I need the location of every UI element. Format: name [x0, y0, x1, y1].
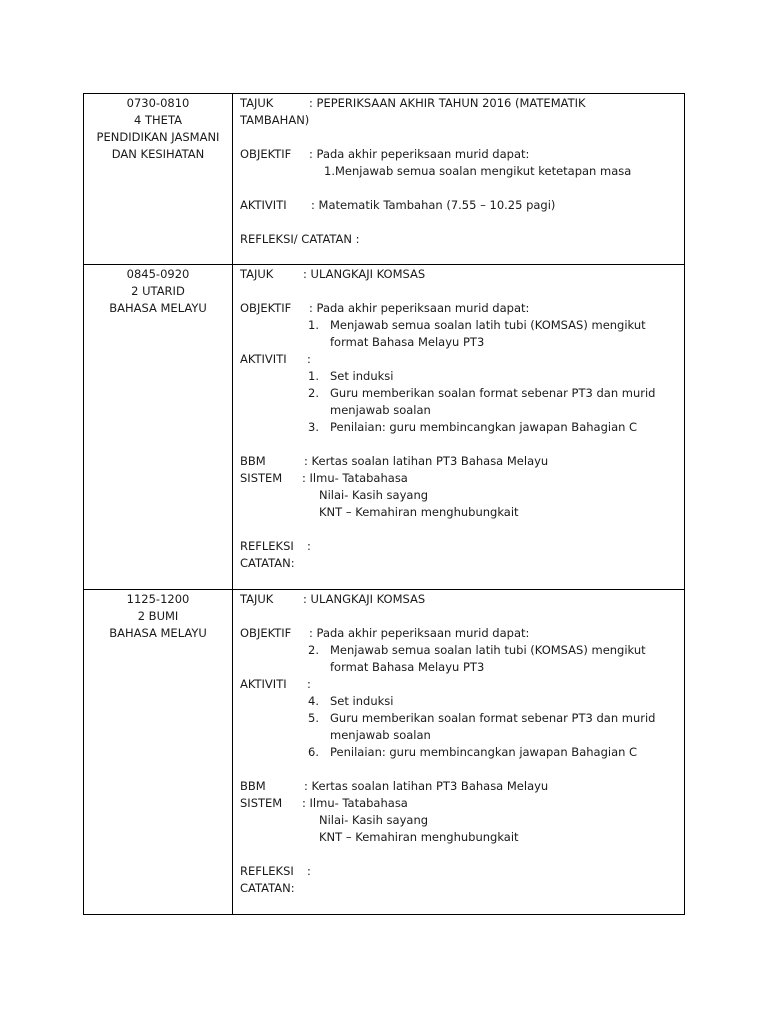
objektif-text: : Pada akhir peperiksaan murid dapat: — [309, 626, 530, 640]
lesson-plan-table — [83, 93, 685, 915]
session-class: 2 BUMI — [137, 609, 179, 623]
session-time: 1125-1200 — [126, 592, 190, 606]
objektif-label: OBJEKTIF — [240, 147, 292, 161]
sistem-knt: KNT – Kemahiran menghubungkait — [319, 830, 519, 844]
aktiviti-colon: : — [307, 677, 311, 691]
objektif-text: : Pada akhir peperiksaan murid dapat: — [309, 301, 530, 315]
objektif-label: OBJEKTIF — [240, 626, 292, 640]
tajuk-label: TAJUK — [240, 96, 274, 110]
tajuk-field — [240, 591, 678, 608]
refleksi-colon: : — [307, 539, 311, 553]
list-item — [308, 419, 678, 436]
table-row — [84, 94, 685, 265]
list-item — [308, 642, 678, 676]
list-item-text: Set induksi — [330, 369, 394, 383]
session-subject: BAHASA MELAYU — [109, 626, 207, 640]
list-item-number: 1. — [308, 318, 319, 332]
tajuk-text-cont: TAMBAHAN) — [240, 113, 310, 127]
aktiviti-label: AKTIVITI — [240, 677, 287, 691]
sistem-field — [240, 795, 678, 812]
sistem-label: SISTEM — [240, 796, 283, 810]
catatan-label: CATATAN: — [240, 881, 295, 895]
tajuk-field — [240, 266, 678, 283]
aktiviti-list — [240, 368, 678, 436]
objektif-item: 1.Menjawab semua soalan mengikut ketetapan masa — [324, 164, 632, 178]
list-item-text: Menjawab semua soalan latih tubi (KOMSAS) mengikut format Bahasa Melayu PT3 — [330, 643, 646, 674]
aktiviti-label: AKTIVITI — [240, 352, 287, 366]
sistem-text: : Ilmu- Tatabahasa — [302, 796, 408, 810]
list-item-number: 1. — [308, 369, 319, 383]
session-time: 0845-0920 — [126, 267, 190, 281]
sistem-nilai: Nilai- Kasih sayang — [319, 813, 429, 827]
tajuk-text: : ULANGKAJI KOMSAS — [303, 592, 426, 606]
list-item-text: Penilaian: guru membincangkan jawapan Bahagian C — [330, 745, 638, 759]
list-item-text: Guru memberikan soalan format sebenar PT3 dan murid menjawab soalan — [330, 386, 656, 417]
session-info-cell — [84, 590, 233, 915]
list-item-number: 2. — [308, 643, 319, 657]
aktiviti-field — [240, 676, 678, 693]
refleksi-field — [240, 538, 678, 555]
refleksi-label: REFLEKSI — [240, 539, 294, 553]
tajuk-text: : PEPERIKSAAN AKHIR TAHUN 2016 (MATEMATIK — [309, 96, 586, 110]
session-subject: BAHASA MELAYU — [109, 301, 207, 315]
objektif-field — [240, 300, 678, 317]
list-item-text: Guru memberikan soalan format sebenar PT3 dan murid menjawab soalan — [330, 711, 656, 742]
aktiviti-text: : Matematik Tambahan (7.55 – 10.25 pagi) — [311, 198, 556, 212]
list-item-text: Set induksi — [330, 694, 394, 708]
aktiviti-list — [240, 693, 678, 761]
aktiviti-field — [240, 197, 678, 214]
session-class: 4 THETA — [134, 113, 182, 127]
list-item-number: 2. — [308, 386, 319, 400]
table-row — [84, 265, 685, 590]
objektif-list — [240, 642, 678, 676]
refleksi-colon: : — [307, 864, 311, 878]
refleksi-catatan: REFLEKSI/ CATATAN : — [240, 232, 360, 246]
aktiviti-field — [240, 351, 678, 368]
refleksi-label: REFLEKSI — [240, 864, 294, 878]
aktiviti-label: AKTIVITI — [240, 198, 287, 212]
bbm-label: BBM — [240, 779, 266, 793]
session-class: 2 UTARID — [131, 284, 185, 298]
bbm-label: BBM — [240, 454, 266, 468]
list-item-number: 6. — [308, 745, 319, 759]
list-item — [308, 744, 678, 761]
list-item — [308, 317, 678, 351]
catatan-label: CATATAN: — [240, 556, 295, 570]
sistem-label: SISTEM — [240, 471, 283, 485]
objektif-label: OBJEKTIF — [240, 301, 292, 315]
list-item — [308, 385, 678, 419]
list-item-text: Penilaian: guru membincangkan jawapan Bahagian C — [330, 420, 638, 434]
list-item-number: 5. — [308, 711, 319, 725]
tajuk-label: TAJUK — [240, 592, 274, 606]
list-item — [308, 710, 678, 744]
session-info-cell — [84, 265, 233, 590]
objektif-list — [240, 317, 678, 351]
tajuk-text: : ULANGKAJI KOMSAS — [303, 267, 426, 281]
lesson-details-cell — [233, 265, 685, 590]
list-item-number: 3. — [308, 420, 319, 434]
sistem-text: : Ilmu- Tatabahasa — [302, 471, 408, 485]
lesson-details-cell — [233, 94, 685, 265]
objektif-field — [240, 146, 678, 163]
tajuk-field — [240, 95, 678, 112]
objektif-field — [240, 625, 678, 642]
sistem-knt: KNT – Kemahiran menghubungkait — [319, 505, 519, 519]
aktiviti-colon: : — [307, 352, 311, 366]
bbm-text: : Kertas soalan latihan PT3 Bahasa Melayu — [304, 454, 549, 468]
sistem-field — [240, 470, 678, 487]
bbm-text: : Kertas soalan latihan PT3 Bahasa Melayu — [304, 779, 549, 793]
table-row — [84, 590, 685, 915]
list-item — [308, 368, 678, 385]
session-subject: PENDIDIKAN JASMANI — [96, 130, 220, 144]
refleksi-field — [240, 863, 678, 880]
list-item-text: Menjawab semua soalan latih tubi (KOMSAS) mengikut format Bahasa Melayu PT3 — [330, 318, 646, 349]
session-time: 0730-0810 — [126, 96, 190, 110]
bbm-field — [240, 453, 678, 470]
list-item-number: 4. — [308, 694, 319, 708]
sistem-nilai: Nilai- Kasih sayang — [319, 488, 429, 502]
list-item — [308, 693, 678, 710]
objektif-text: : Pada akhir peperiksaan murid dapat: — [309, 147, 530, 161]
session-info-cell — [84, 94, 233, 265]
bbm-field — [240, 778, 678, 795]
tajuk-label: TAJUK — [240, 267, 274, 281]
lesson-details-cell — [233, 590, 685, 915]
session-subject-cont: DAN KESIHATAN — [111, 147, 205, 161]
